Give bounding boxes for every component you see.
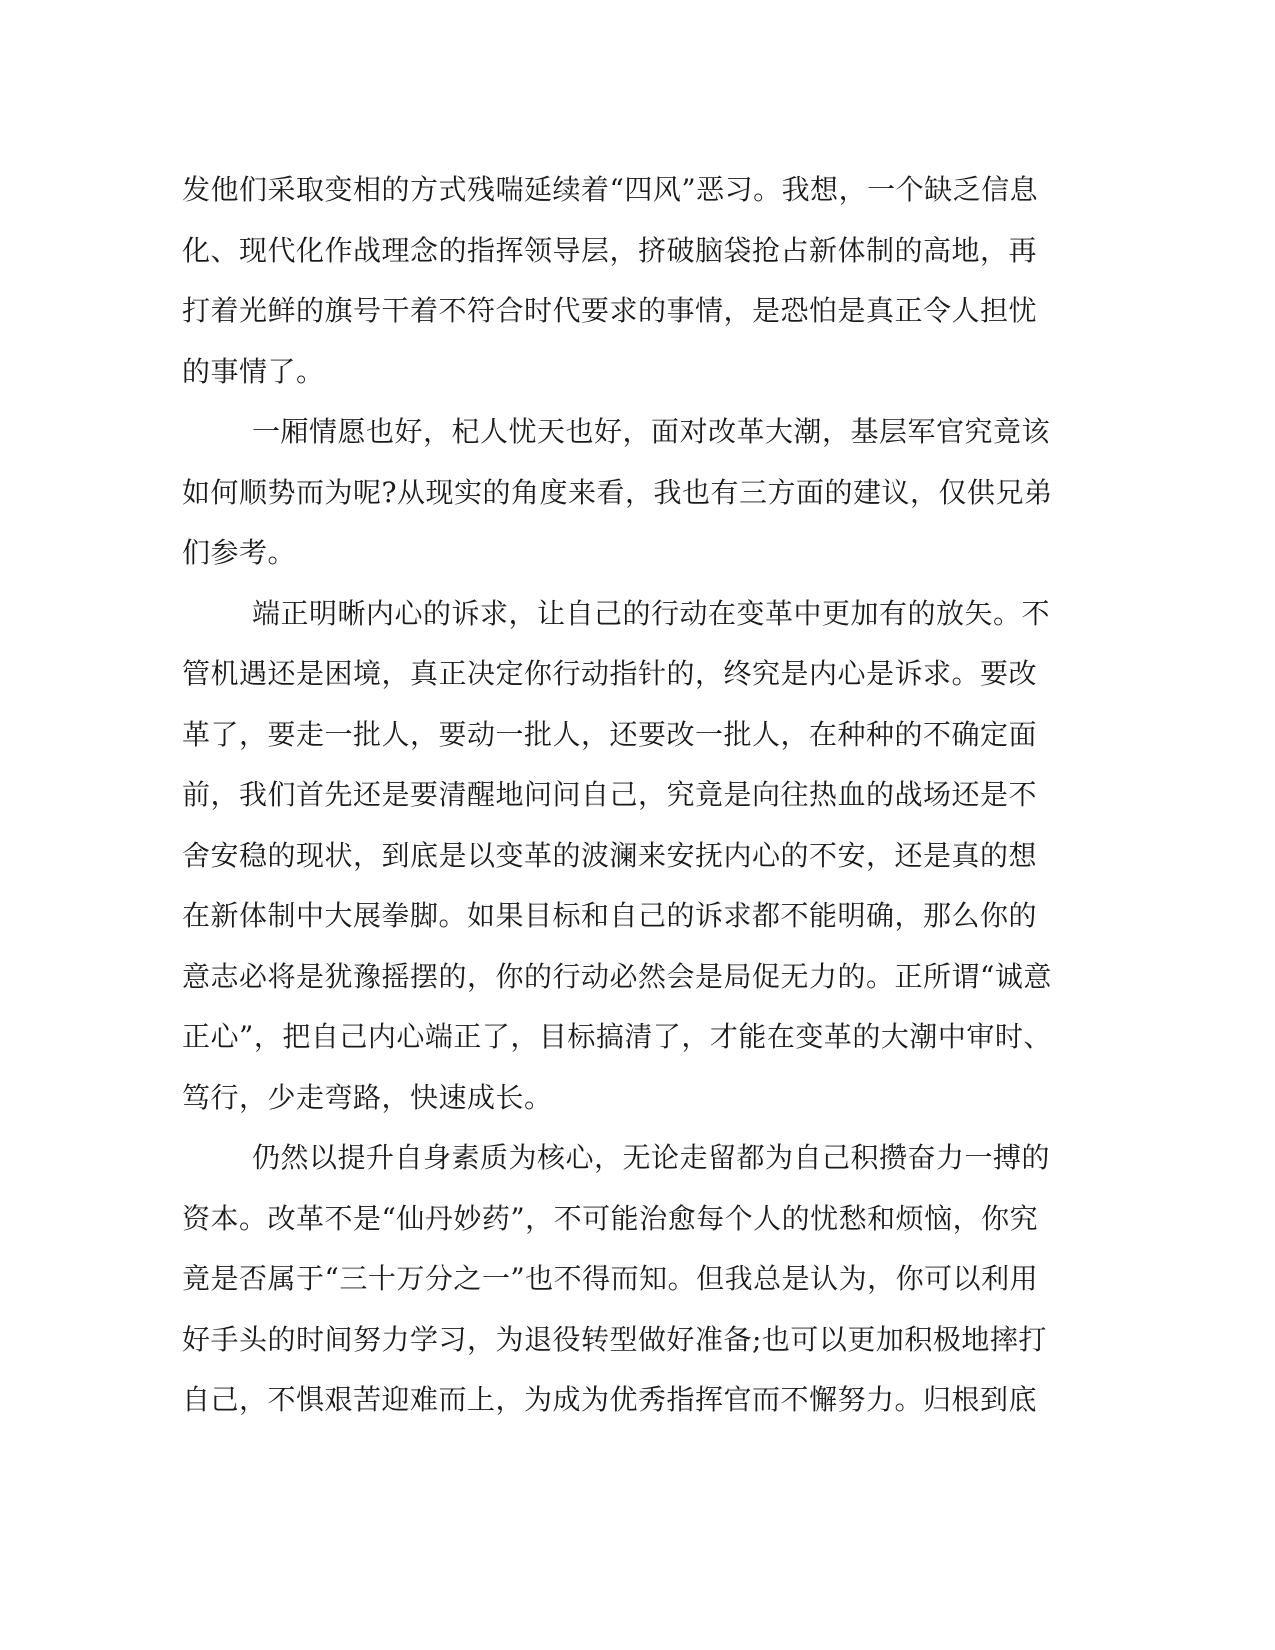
text-line: 的事情了。 [182, 354, 325, 388]
text-line: 在新体制中大展拳脚。如果目标和自己的诉求都不能明确，那么你的 [182, 899, 1038, 932]
paragraph-first-line: 一厢情愿也好，杞人忧天也好，面对改革大潮，基层军官究竟该 [252, 415, 1051, 448]
text-line: 自己，不惧艰苦迎难而上，为成为优秀指挥官而不懈努力。归根到底 [182, 1383, 1038, 1416]
text-line: 们参考。 [182, 536, 297, 569]
paragraph-first-line: 仍然以提升自身素质为核心，无论走留都为自己积攒奋力一搏的 [252, 1141, 1051, 1174]
paragraph-first-line: 端正明晰内心的诉求，让自己的行动在变革中更加有的放矢。不 [252, 596, 1051, 630]
text-line: 笃行，少走弯路，快速成长。 [182, 1080, 553, 1114]
text-line: 革了，要走一批人，要动一批人，还要改一批人，在种种的不确定面 [182, 717, 1038, 751]
text-line: 发他们采取变相的方式残喘延续着“四风”恶习。我想，一个缺乏信息 [182, 173, 1039, 206]
text-line: 舍安稳的现状，到底是以变革的波澜来安抚内心的不安，还是真的想 [182, 838, 1038, 872]
body-text [182, 160, 1053, 1431]
text-line: 如何顺势而为呢?从现实的角度来看，我也有三方面的建议，仅供兄弟 [182, 475, 1053, 509]
text-line: 好手头的时间努力学习，为退役转型做好准备;也可以更加积极地摔打 [182, 1322, 1047, 1356]
text-line: 管机遇还是困境，真正决定你行动指针的，终究是内心是诉求。要改 [182, 657, 1038, 690]
text-line: 资本。改革不是“仙丹妙药”，不可能治愈每个人的忧愁和烦恼，你究 [182, 1201, 1039, 1235]
text-line: 打着光鲜的旗号干着不符合时代要求的事情，是恐怕是真正令人担忧 [182, 294, 1038, 327]
text-line: 化、现代化作战理念的指挥领导层，挤破脑袋抢占新体制的高地，再 [182, 233, 1038, 267]
text-line: 意志必将是犹豫摇摆的，你的行动必然会是局促无力的。正所谓“诚意 [182, 959, 1052, 993]
text-line: 正心”，把自己内心端正了，目标搞清了，才能在变革的大潮中审时、 [182, 1020, 1052, 1053]
text-line: 前，我们首先还是要清醒地问问自己，究竟是向往热血的战场还是不 [182, 778, 1038, 811]
text-line: 竟是否属于“三十万分之一”也不得而知。但我总是认为，你可以利用 [182, 1262, 1039, 1295]
